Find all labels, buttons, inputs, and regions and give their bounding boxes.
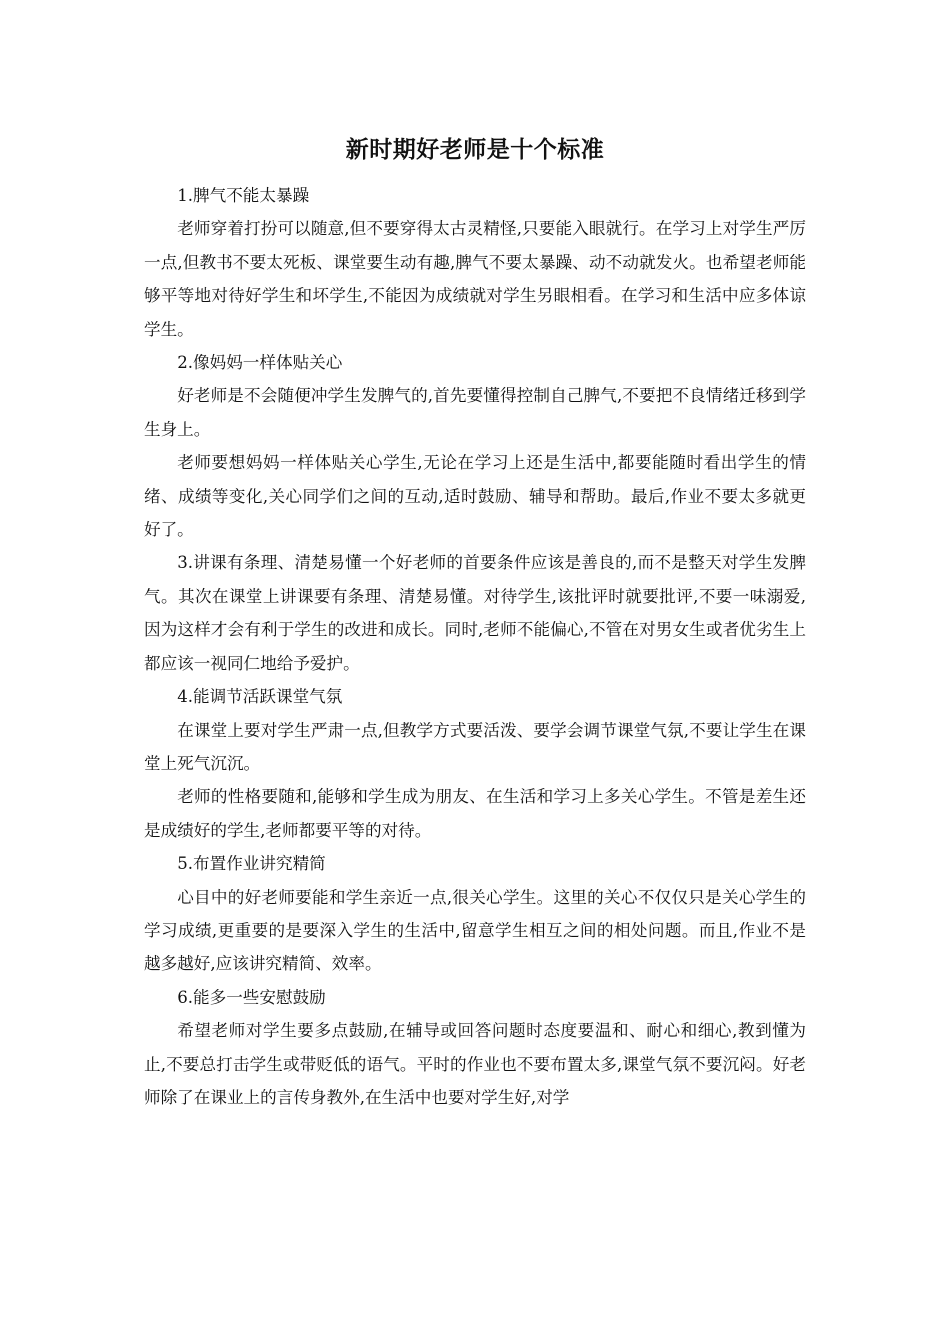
paragraph-1: 老师穿着打扮可以随意,但不要穿得太古灵精怪,只要能入眼就行。在学习上对学生严厉一点,但教书不要太死板、课堂要生动有趣,脾气不要太暴躁、动不动就发火。也希望老师能够平等地对待好学生和坏学生,不能因为成绩就对学生另眼相看。在学习和生活中应多体谅学生。 — [144, 219, 806, 339]
section-heading-5: 5.布置作业讲究精简 — [177, 854, 326, 874]
section-heading-2: 2.像妈妈一样体贴关心 — [177, 353, 343, 373]
paragraph-4b: 老师的性格要随和,能够和学生成为朋友、在生活和学习上多关心学生。不管是差生还是成绩好的学生,老师都要平等的对待。 — [144, 787, 806, 840]
paragraph-6: 希望老师对学生要多点鼓励,在辅导或回答问题时态度要温和、耐心和细心,教到懂为止,不要总打击学生或带贬低的语气。平时的作业也不要布置太多,课堂气氛不要沉闷。好老师除了在课业上的言传身教外,在生活中也要对学生好,对学 — [144, 1021, 806, 1107]
paragraph-5: 心目中的好老师要能和学生亲近一点,很关心学生。这里的关心不仅仅只是关心学生的学习成绩,更重要的是要深入学生的生活中,留意学生相互之间的相处问题。而且,作业不是越多越好,应该讲究精简、效率。 — [144, 887, 806, 974]
paragraph-4a: 在课堂上要对学生严肃一点,但教学方式要活泼、要学会调节课堂气氛,不要让学生在课堂上死气沉沉。 — [144, 720, 806, 773]
paragraph-2b: 老师要想妈妈一样体贴关心学生,无论在学习上还是生活中,都要能随时看出学生的情绪、成绩等变化,关心同学们之间的互动,适时鼓励、辅导和帮助。最后,作业不要太多就更好了。 — [144, 453, 806, 540]
section-heading-1: 1.脾气不能太暴躁 — [177, 186, 310, 205]
section-heading-4: 4.能调节活跃课堂气氛 — [177, 687, 343, 707]
paragraph-2a: 好老师是不会随便冲学生发脾气的,首先要懂得控制自己脾气,不要把不良情绪迁移到学生身上。 — [144, 386, 806, 439]
document-title: 新时期好老师是十个标准 — [345, 137, 605, 163]
document-page — [144, 131, 806, 1114]
paragraph-3: 3.讲课有条理、清楚易懂一个好老师的首要条件应该是善良的,而不是整天对学生发脾气。其次在课堂上讲课要有条理、清楚易懂。对待学生,该批评时就要批评,不要一味溺爱,因为这样才会有利于学生的改进和成长。同时,老师不能偏心,不管在对男女生或者优劣生上都应该一视同仁地给予爱护。 — [144, 553, 806, 673]
section-heading-6: 6.能多一些安慰鼓励 — [177, 987, 326, 1007]
